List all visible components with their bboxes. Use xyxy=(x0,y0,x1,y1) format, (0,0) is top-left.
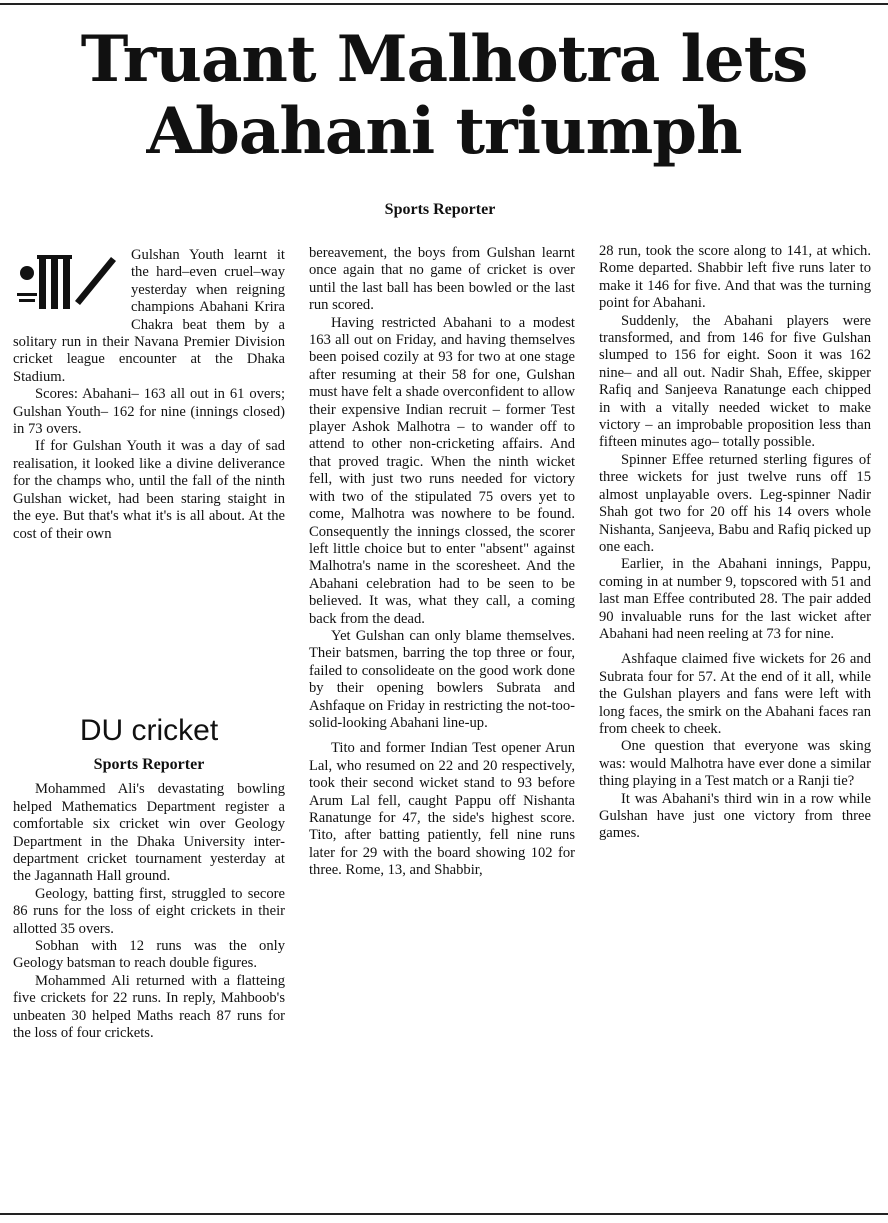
headline-line-2: Abahani triumph xyxy=(146,94,742,169)
cricket-stumps-icon xyxy=(13,249,117,313)
article-paragraph: If for Gulshan Youth it was a day of sad realisation, it looked like a divine deliverance for the champs who, until the fall of the ninth Gulshan wicket, had been staring staight in the eye. But that's what it's is all about. At the cost of their own xyxy=(13,438,285,542)
article-paragraph: It was Abahani's third win in a row while Gulshan have just one victory from three games. xyxy=(599,790,871,842)
article-paragraph: bereavement, the boys from Gulshan learnt once again that no game of cricket is over until the last ball has been bowled or the last run scored. xyxy=(309,245,575,314)
paragraph-spacer xyxy=(309,732,575,740)
article-headline xyxy=(20,24,868,168)
article-column-2 xyxy=(309,245,575,880)
headline-line-1: Truant Malhotra lets xyxy=(80,22,808,97)
bottom-rule xyxy=(0,1213,888,1215)
article-paragraph: Yet Gulshan can only blame themselves. Their batsmen, barring the top three or four, failed to consolideate on the good work done by their opening bowlers Subrata and Ashfaque on Friday in restricting the not-too-solid-looking Abahani line-up. xyxy=(309,627,575,731)
du-paragraph: Geology, batting first, struggled to secore 86 runs for the loss of eight crickets in their allotted 35 overs. xyxy=(13,885,285,937)
article-paragraph: 28 run, took the score along to 141, at which. Rome departed. Shabbir left five runs later to make it 146 for five. And that was the turning point for Abahani. xyxy=(599,243,871,312)
article-paragraph: Earlier, in the Abahani innings, Pappu, coming in at number 9, topscored with 51 and last man Effee contributed 28. The pair added 90 invaluable runs for the last wicket after Abahani had neen reeling at 73 for nine. xyxy=(599,556,871,642)
article-paragraph: Tito and former Indian Test opener Arun Lal, who resumed on 22 and 20 respectively, took their second wicket stand to 93 before Arum Lal fell, caught Pappu off Nishanta Ranatunge for 47, the side's highest score. Tito, after batting patiently, fell nine runs later for 29 with the board showing 102 for three. Rome, 13, and Shabbir, xyxy=(309,740,575,879)
du-cricket-headline: DU cricket xyxy=(79,714,219,747)
article-paragraph: Spinner Effee returned sterling figures of three wickets for just twelve runs off 15 almost unplayable overs. Leg-spinner Nadir Shah got two for 20 off his 14 overs whole Nishanta, Sanjeeva, Babu and Rafiq picked up one each. xyxy=(599,451,871,555)
top-rule xyxy=(0,3,888,5)
article-paragraph: One question that everyone was sking was: would Malhotra have ever done a similar thing playing in a Test match or a Ranji tie? xyxy=(599,738,871,790)
paragraph-spacer xyxy=(599,643,871,651)
article-paragraph: Gulshan Youth learnt it the hard–even cruel–way yesterday when reigning champions Abahani Krira Chakra beat them by a solitary run in their Navana Premier Division cricket league encounter at the Dhaka Stadium. xyxy=(13,247,285,385)
du-paragraph: Mohammed Ali returned with a flatteing five crickets for 22 runs. In reply, Mahboob's unbeaten 30 helped Maths reach 87 runs for the loss of four crickets. xyxy=(13,972,285,1042)
du-cricket-article xyxy=(13,712,285,1043)
article-paragraph: Suddenly, the Abahani players were transformed, and from 146 for five Gulshan slumped to 156 for eight. Soon it was 162 nine– and all out. Nadir Shah, Effee, skipper Rafiq and Sanjeeva Ranatunge each chipped in with a vitally needed wicket to make victory – an improbable proposition less than fifteen minutes ago– totally possible. xyxy=(599,312,871,451)
article-paragraph: Scores: Abahani– 163 all out in 61 overs; Gulshan Youth– 162 for nine (innings closed) in 73 overs. xyxy=(13,386,285,438)
article-paragraph: Having restricted Abahani to a modest 163 all out on Friday, and having themselves been poised cozily at 93 for two at one stage after resuming at their 58 for one, Gulshan must have felt a shade overconfident to allow their expensive Indian recruit – former Test player Ashok Malhotra – to wander off to attend to other non-cricketing affairs. And that proved tragic. When the ninth wicket fell, with just two runs needed for victory with two of the stipulated 75 overs yet to come, Malhotra was nowhere to be found. Consequently the innings clossed, the scorer left little choice but to enter "absent" against Malhotra's name in the scoresheet. And the Abahani celebration had to be seen to be believed. It was, what they call, a coming back from the dead. xyxy=(309,314,575,627)
du-cricket-byline: Sports Reporter xyxy=(93,756,205,773)
du-paragraph: Sobhan with 12 runs was the only Geology batsman to reach double figures. xyxy=(13,938,285,972)
article-column-1 xyxy=(13,247,285,543)
article-column-3 xyxy=(599,243,871,843)
du-paragraph: Mohammed Ali's devastating bowling helped Mathematics Department register a comfortable six cricket win over Geology Department in the Dhaka University inter-department cricket tournament yesterday at the Jagannath Hall ground. xyxy=(13,781,285,885)
article-paragraph: Ashfaque claimed five wickets for 26 and Subrata four for 57. At the end of it all, while the Gulshan players and fans were left with long faces, the smirk on the Abahani faces ran from cheek to cheek. xyxy=(599,651,871,737)
article-byline: Sports Reporter xyxy=(384,201,496,218)
